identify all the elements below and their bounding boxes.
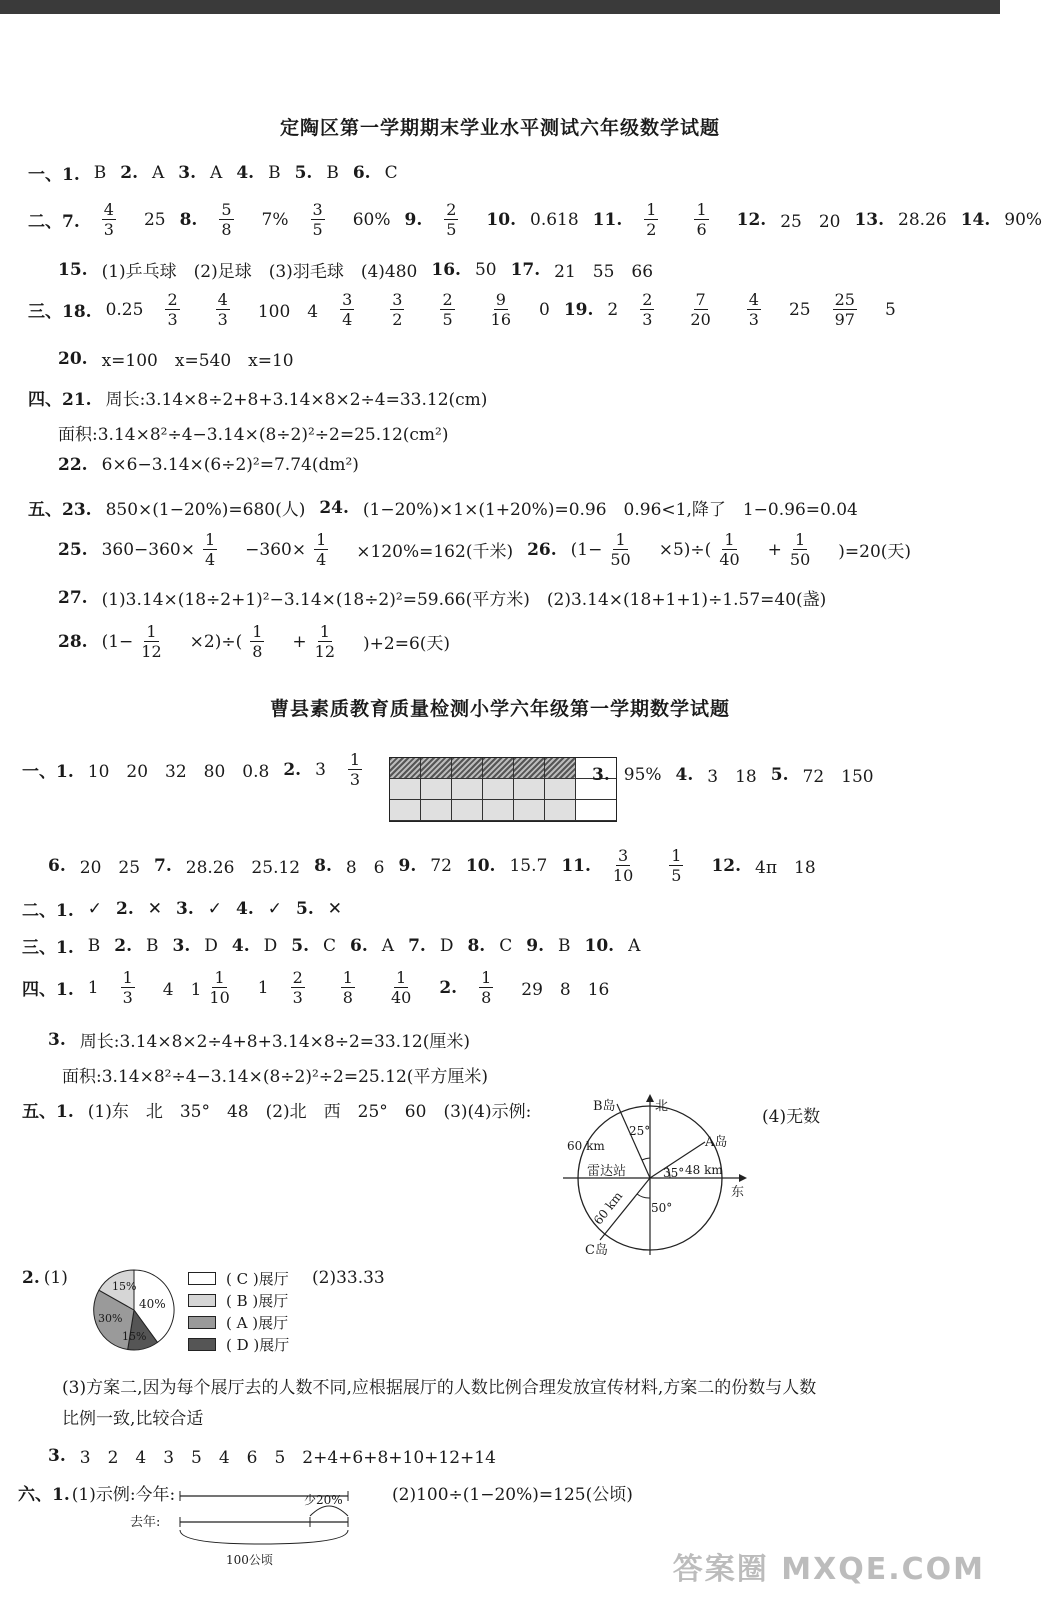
answer-line: 20. x=100 x=540 x=10 xyxy=(58,348,294,371)
scan-top-border xyxy=(0,0,1000,14)
answer-line: 二、1. ✓ 2. ✕ 3. ✓ 4. ✓ 5. ✕ xyxy=(22,898,342,921)
answer-line: (3)方案二,因为每个展厅去的人数不同,应根据展厅的人数比例合理发放宣传材料,方案二的份数与人数 xyxy=(62,1378,817,1398)
total-label: 100公顷 xyxy=(226,1553,273,1567)
legend-item: ( B )展厅 xyxy=(188,1289,289,1311)
answer-line: 6. 20 25 7. 28.26 25.12 8. 8 6 9. 72 10. 15.7 11. $\frac{3}{10}$ $\frac{1}{5}$ 12. 4π 18 xyxy=(48,846,816,885)
answer-line: 三、1. B 2. B 3. D 4. D 5. C 6. A 7. D 8. C 9. B 10. A xyxy=(22,935,641,958)
pie-label: 15% xyxy=(112,1280,137,1293)
answer-line: 3. 周长:3.14×8×2÷4+8+3.14×8÷2=33.12(厘米) xyxy=(48,1029,470,1052)
answer-line: (4)无数 xyxy=(762,1107,821,1127)
island-b-label: B岛 xyxy=(593,1099,616,1114)
fraction: $\frac{1}{3}$ xyxy=(122,968,133,1007)
fraction: $\frac{1}{4}$ xyxy=(204,530,216,569)
fraction: $\frac{3}{4}$ xyxy=(342,290,353,329)
fraction: $\frac{7}{20}$ xyxy=(690,290,711,329)
answer-line: 22. 6×6−3.14×(6÷2)²=7.74(dm²) xyxy=(58,455,359,475)
fraction: $\frac{1}{2}$ xyxy=(646,200,657,239)
north-label: 北 xyxy=(655,1099,669,1114)
pie-legend xyxy=(188,1267,289,1355)
answer-line: 四、1. 1 $\frac{1}{3}$ 4 1 $\frac{1}{10}$ 1 $\frac{2}{3}$ $\frac{1}{8}$ $\frac{1}{40}$ 2. $\frac{1}{8}$ 29 8 16 xyxy=(22,968,610,1007)
fraction: $\frac{1}{12}$ xyxy=(141,622,162,661)
fraction: $\frac{3}{5}$ xyxy=(312,200,323,239)
fraction: $\frac{1}{40}$ xyxy=(390,968,412,1007)
pie-label: 30% xyxy=(98,1312,123,1325)
angle-label: 50° xyxy=(651,1201,673,1215)
island-c-label: C岛 xyxy=(585,1243,608,1258)
fraction: $\frac{1}{12}$ xyxy=(314,622,336,661)
fraction: $\frac{2}{3}$ xyxy=(167,290,178,329)
watermark-logo: 答案圈 MXQE.COM xyxy=(672,1552,985,1587)
fraction: $\frac{3}{2}$ xyxy=(392,290,403,329)
station-label: 雷达站 xyxy=(587,1164,627,1179)
last-year-label: 去年: xyxy=(130,1515,161,1530)
answer-line: 27. (1)3.14×(18÷2+1)²−3.14×(18÷2)²=59.66(平方米) (2)3.14×(18+1+1)÷1.57=40(盏) xyxy=(58,587,827,610)
answer-line: 五、1. (1)东 北 35° 48 (2)北 西 25° 60 (3)(4)示例: xyxy=(22,1102,532,1122)
answer-line: 3. 95% 4. 3 18 5. 72 150 xyxy=(592,764,874,787)
section-title-2: 曹县素质教育质量检测小学六年级第一学期数学试题 xyxy=(269,698,730,720)
answer-line: 六、1. (1)示例:今年: xyxy=(18,1485,176,1505)
answer-line: 四、21. 周长:3.14×8÷2+8+3.14×8×2÷4=33.12(cm) xyxy=(28,390,488,410)
fraction: $\frac{1}{8}$ xyxy=(481,968,492,1007)
distance-label: 60 km xyxy=(590,1189,626,1228)
fraction: $\frac{25}{97}$ xyxy=(834,290,855,329)
fraction: $\frac{1}{3}$ xyxy=(349,750,361,789)
answer-line: 三、18. 0.25 $\frac{2}{3}$ $\frac{4}{3}$ 100 4 $\frac{3}{4}$ $\frac{3}{2}$ $\frac{2}{5}$ $\frac{9}{16}$ 0 19. 2 $\frac{2}{3}$ $\frac{7}{20}$ $\frac{4}{3}$ 25 $\frac{25}{97}$ 5 xyxy=(28,290,896,329)
fraction: $\frac{1}{4}$ xyxy=(316,530,327,569)
pie-label: 15% xyxy=(122,1330,147,1343)
fraction: $\frac{1}{8}$ xyxy=(342,968,353,1007)
fraction: $\frac{1}{10}$ xyxy=(209,968,230,1007)
angle-label: 35° xyxy=(663,1166,685,1180)
answer-line: 3. 3 2 4 3 5 4 6 5 2+4+6+8+10+12+14 xyxy=(48,1445,496,1468)
east-label: 东 xyxy=(731,1185,745,1200)
answer-line: 比例一致,比较合适 xyxy=(62,1409,204,1429)
legend-item: ( C )展厅 xyxy=(188,1267,289,1289)
answer-line: 二、7. $\frac{4}{3}$ 25 8. $\frac{5}{8}$ 7% $\frac{3}{5}$ 60% 9. $\frac{2}{5}$ 10. 0.618 11. $\frac{1}{2}$ $\frac{1}{6}$ 12. 25 20 13. 28.26 14. 90% xyxy=(28,200,1043,239)
answer-line: 25. 360−360× $\frac{1}{4}$ −360× $\frac{1}{4}$ ×120%=162(千米) 26. (1− $\frac{1}{50}$ ×5)÷( $\frac{1}{40}$ + $\frac{1}{50}$ )=20(天) xyxy=(58,530,912,569)
fraction: $\frac{9}{16}$ xyxy=(490,290,511,329)
pie-chart xyxy=(92,1268,176,1352)
segment-diagram xyxy=(130,1482,370,1592)
fraction: $\frac{1}{50}$ xyxy=(610,530,631,569)
section-title-1: 定陶区第一学期期末学业水平测试六年级数学试题 xyxy=(279,117,720,139)
answer-line: 一、1. 10 20 32 80 0.8 2. 3 $\frac{1}{3}$ xyxy=(22,750,444,789)
fraction: $\frac{4}{3}$ xyxy=(748,290,759,329)
fraction: $\frac{1}{6}$ xyxy=(696,200,707,239)
answer-line: 28. (1− $\frac{1}{12}$ ×2)÷( $\frac{1}{8}$ + $\frac{1}{12}$ )+2=6(天) xyxy=(58,622,451,661)
fraction: $\frac{2}{5}$ xyxy=(446,200,457,239)
example-grid xyxy=(389,757,617,822)
legend-item: ( D )展厅 xyxy=(188,1333,289,1355)
fraction: $\frac{3}{10}$ xyxy=(612,846,634,885)
answer-line: (2)100÷(1−20%)=125(公顷) xyxy=(392,1485,633,1505)
answer-line: 面积:3.14×8²÷4−3.14×(8÷2)²÷2=25.12(cm²) xyxy=(58,425,449,445)
fraction: $\frac{1}{50}$ xyxy=(789,530,811,569)
fraction: $\frac{1}{5}$ xyxy=(671,846,682,885)
distance-label: 48 km xyxy=(685,1163,723,1177)
distance-label: 60 km xyxy=(567,1139,605,1153)
less-label: 少20% xyxy=(304,1493,343,1507)
answer-line: 2. (1) xyxy=(22,1268,68,1288)
fraction: $\frac{5}{8}$ xyxy=(221,200,232,239)
fraction: $\frac{1}{8}$ xyxy=(252,622,263,661)
fraction: $\frac{2}{3}$ xyxy=(292,968,303,1007)
answer-line: (2)33.33 xyxy=(312,1268,385,1288)
fraction: $\frac{4}{3}$ xyxy=(217,290,228,329)
pie-label: 40% xyxy=(139,1297,166,1311)
answer-line: 五、23. 850×(1−20%)=680(人) 24. (1−20%)×1×(1+20%)=0.96 0.96<1,降了 1−0.96=0.04 xyxy=(28,497,858,520)
island-a-label: A岛 xyxy=(705,1135,728,1150)
legend-item: ( A )展厅 xyxy=(188,1311,289,1333)
fraction: $\frac{2}{5}$ xyxy=(442,290,453,329)
angle-label: 25° xyxy=(629,1124,651,1138)
answer-line: 面积:3.14×8²÷4−3.14×(8÷2)²÷2=25.12(平方厘米) xyxy=(62,1067,489,1087)
fraction: $\frac{2}{3}$ xyxy=(642,290,653,329)
radar-diagram xyxy=(555,1090,765,1265)
answer-line: 15. (1)乒乓球 (2)足球 (3)羽毛球 (4)480 16. 50 17. 21 55 66 xyxy=(58,259,654,282)
answer-line: 一、1. B 2. A 3. A 4. B 5. B 6. C xyxy=(28,162,398,185)
fraction: $\frac{1}{40}$ xyxy=(719,530,740,569)
fraction: $\frac{4}{3}$ xyxy=(103,200,114,239)
